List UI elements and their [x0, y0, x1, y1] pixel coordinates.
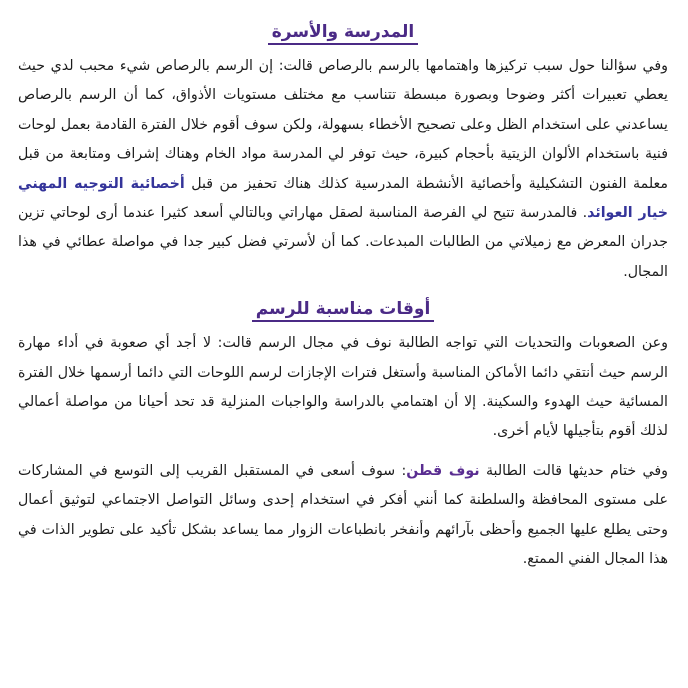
paragraph-challenges: [18, 329, 668, 447]
paragraph-school-family: [18, 52, 668, 287]
section-heading-drawing-times: [18, 299, 668, 319]
paragraph-text: وعن الصعوبات والتحديات التي تواجه الطالبة نوف في مجال الرسم قالت: لا أجد أي صعوبة في أداء مهارة الرسم حيث أنتقي دائما الأماكن المناسبة وأستغل فترات الإجازات لرسم اللوحات التي دائما أرسمها خلال الفترة المسائية حيث الهدوء والسكينة. إلا أن اهتمامي بالدراسة والواجبات المنزلية قد تحد أحيانا من مواصلة أعمالي لذلك أقوم بتأجيلها لأيام أخرى.: [18, 335, 668, 440]
section-heading-text: أوقات مناسبة للرسم: [252, 299, 435, 322]
paragraph-text: : سوف أسعى في المستقبل القريب إلى التوسع في المشاركات على مستوى المحافظة والسلطنة كما أنني أفكر في استخدام إحدى وسائل التواصل الاجتماعي لتوثيق أعمال وحتى يطلع عليها الجميع وأحظى بآرائهم وأنفخر بانطباعات الزوار مما يساعد بشكل تأكيد على تطوير الذات في هذا المجال الفني الممتع.: [18, 462, 668, 568]
article: [18, 22, 668, 575]
paragraph-text: وفي ختام حديثها قالت الطالبة: [479, 462, 668, 479]
section-heading-text: المدرسة والأسرة: [268, 22, 419, 45]
paragraph-conclusion: [18, 457, 668, 575]
paragraph-text: . فالمدرسة تتيح لي الفرصة المناسبة لصقل مهاراتي وبالتالي أسعد كثيرا عندما أرى لوحاتي تزين جدران المعرض مع زميلاتي من الطالبات المبدعات. كما أن لأسرتي فضل كبير جدا في مواصلة عطائي في هذا المجال.: [18, 205, 668, 280]
paragraph-text: وفي سؤالنا حول سبب تركيزها واهتمامها بالرسم بالرصاص قالت: إن الرسم بالرصاص شيء محبب لدي حيث يعطي تعبيرات أكثر وضوحا وبصورة مبسطة تتناسب مع مختلف مستويات الأذواق، كما أن الرسم بالرصاص يساعدني على استخدام الظل وعلى تصحيح الأخطاء بسهولة، ولكن سوف أقوم خلال الفترة القادمة بعمل لوحات فنية باستخدام الألوان الزيتية بأحجام كبيرة، حيث توفر لي المدرسة مواد الخام وهناك إشراف ومتابعة من قبل معلمة الفنون التشكيلية وأخصائية الأنشطة المدرسية كذلك هناك تحفيز من قبل: [18, 58, 668, 192]
section-heading-school-family: [18, 22, 668, 42]
highlighted-name: نوف قطن: [406, 462, 480, 479]
highlighted-name: أخصائية التوجيه المهني خيار العوائد: [18, 175, 668, 222]
